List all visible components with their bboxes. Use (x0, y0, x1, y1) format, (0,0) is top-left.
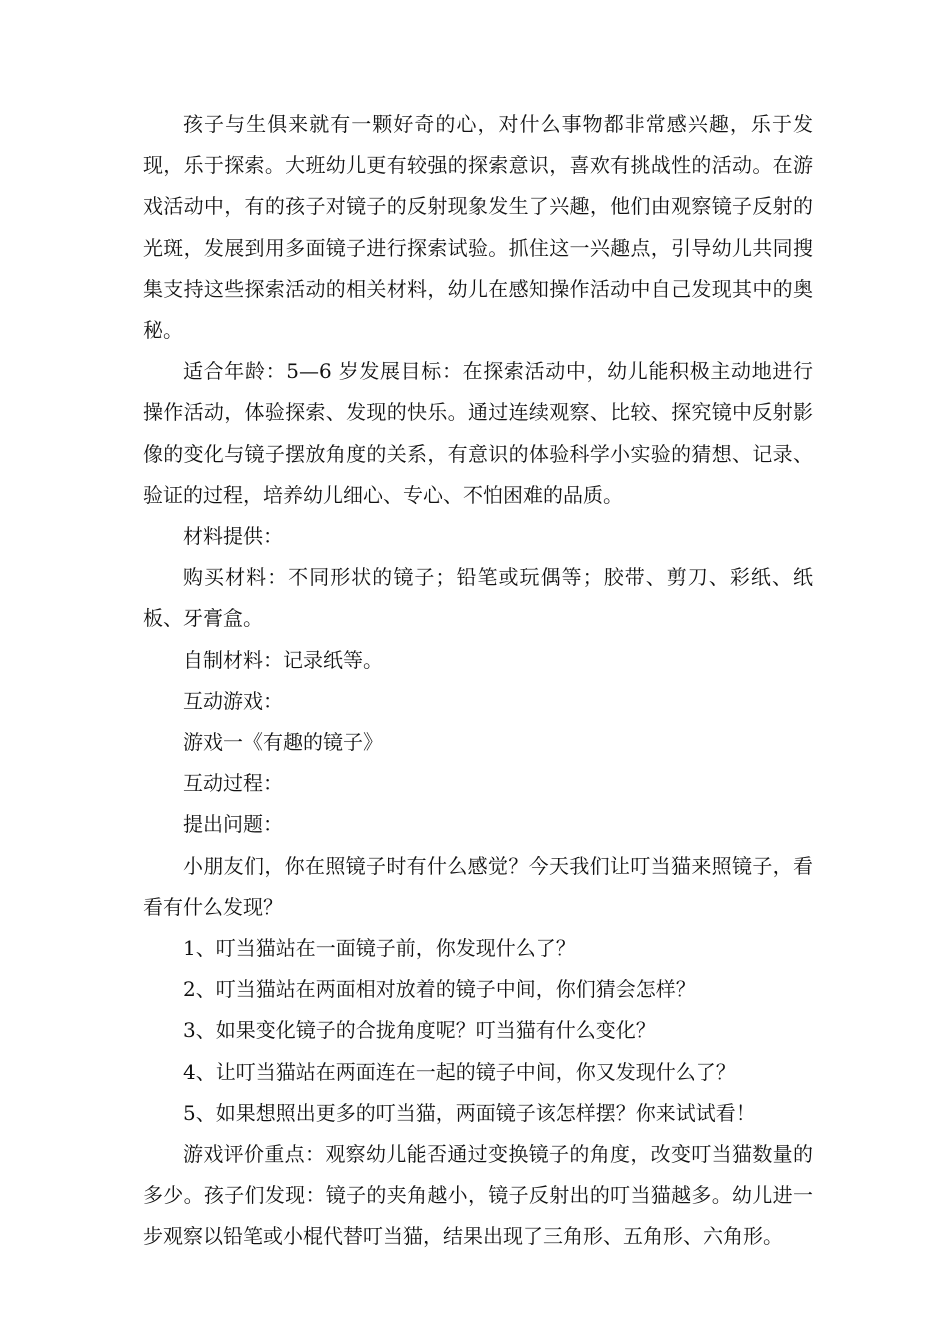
paragraph-game-one-title: 游戏一《有趣的镜子》 (183, 730, 383, 755)
paragraph-evaluation: 游戏评价重点：观察幼儿能否通过变换镜子的角度，改变叮当猫数量的多少。孩子们发现：镜子的夹角越小，镜子反射出的叮当猫越多。幼儿进一步观察以铅笔或小棍代替叮当猫，结果出现了三角形、五角形、六角形。 (143, 1142, 813, 1249)
paragraph-intro: 孩子与生俱来就有一颗好奇的心，对什么事物都非常感兴趣，乐于发现，乐于探索。大班幼儿更有较强的探索意识，喜欢有挑战性的活动。在游戏活动中，有的孩子对镜子的反射现象发生了兴趣，他们由观察镜子反射的光斑，发展到用多面镜子进行探索试验。抓住这一兴趣点，引导幼儿共同搜集支持这些探索活动的相关材料，幼儿在感知操作活动中自己发现其中的奥秘。 (143, 112, 813, 343)
document-body (143, 104, 813, 1258)
paragraph-question-5: 5、如果想照出更多的叮当猫，两面镜子该怎样摆？你来试试看！ (183, 1100, 756, 1125)
paragraph-question-4: 4、让叮当猫站在两面连在一起的镜子中间，你又发现什么了？ (183, 1059, 736, 1084)
paragraph-purchased-materials: 购买材料：不同形状的镜子；铅笔或玩偶等；胶带、剪刀、彩纸、纸板、牙膏盒。 (143, 565, 813, 631)
paragraph-question-intro: 小朋友们，你在照镜子时有什么感觉？今天我们让叮当猫来照镜子，看看有什么发现？ (143, 853, 813, 919)
paragraph-question-1: 1、叮当猫站在一面镜子前，你发现什么了？ (183, 936, 576, 961)
paragraph-question-3: 3、如果变化镜子的合拢角度呢？叮当猫有什么变化？ (183, 1018, 656, 1043)
paragraph-self-made-materials: 自制材料：记录纸等。 (183, 647, 383, 672)
paragraph-age-goals: 适合年龄：5—6 岁发展目标：在探索活动中，幼儿能积极主动地进行操作活动，体验探索、发现的快乐。通过连续观察、比较、探究镜中反射影像的变化与镜子摆放角度的关系，有意识的体验科学小实验的猜想、记录、验证的过程，培养幼儿细心、专心、不怕困难的品质。 (143, 359, 813, 507)
paragraph-question-2: 2、叮当猫站在两面相对放着的镜子中间，你们猜会怎样？ (183, 977, 696, 1002)
paragraph-process-heading: 互动过程： (183, 771, 283, 796)
paragraph-interactive-games-heading: 互动游戏： (183, 688, 283, 713)
paragraph-materials-heading: 材料提供： (183, 524, 283, 549)
paragraph-questions-heading: 提出问题： (183, 812, 283, 837)
